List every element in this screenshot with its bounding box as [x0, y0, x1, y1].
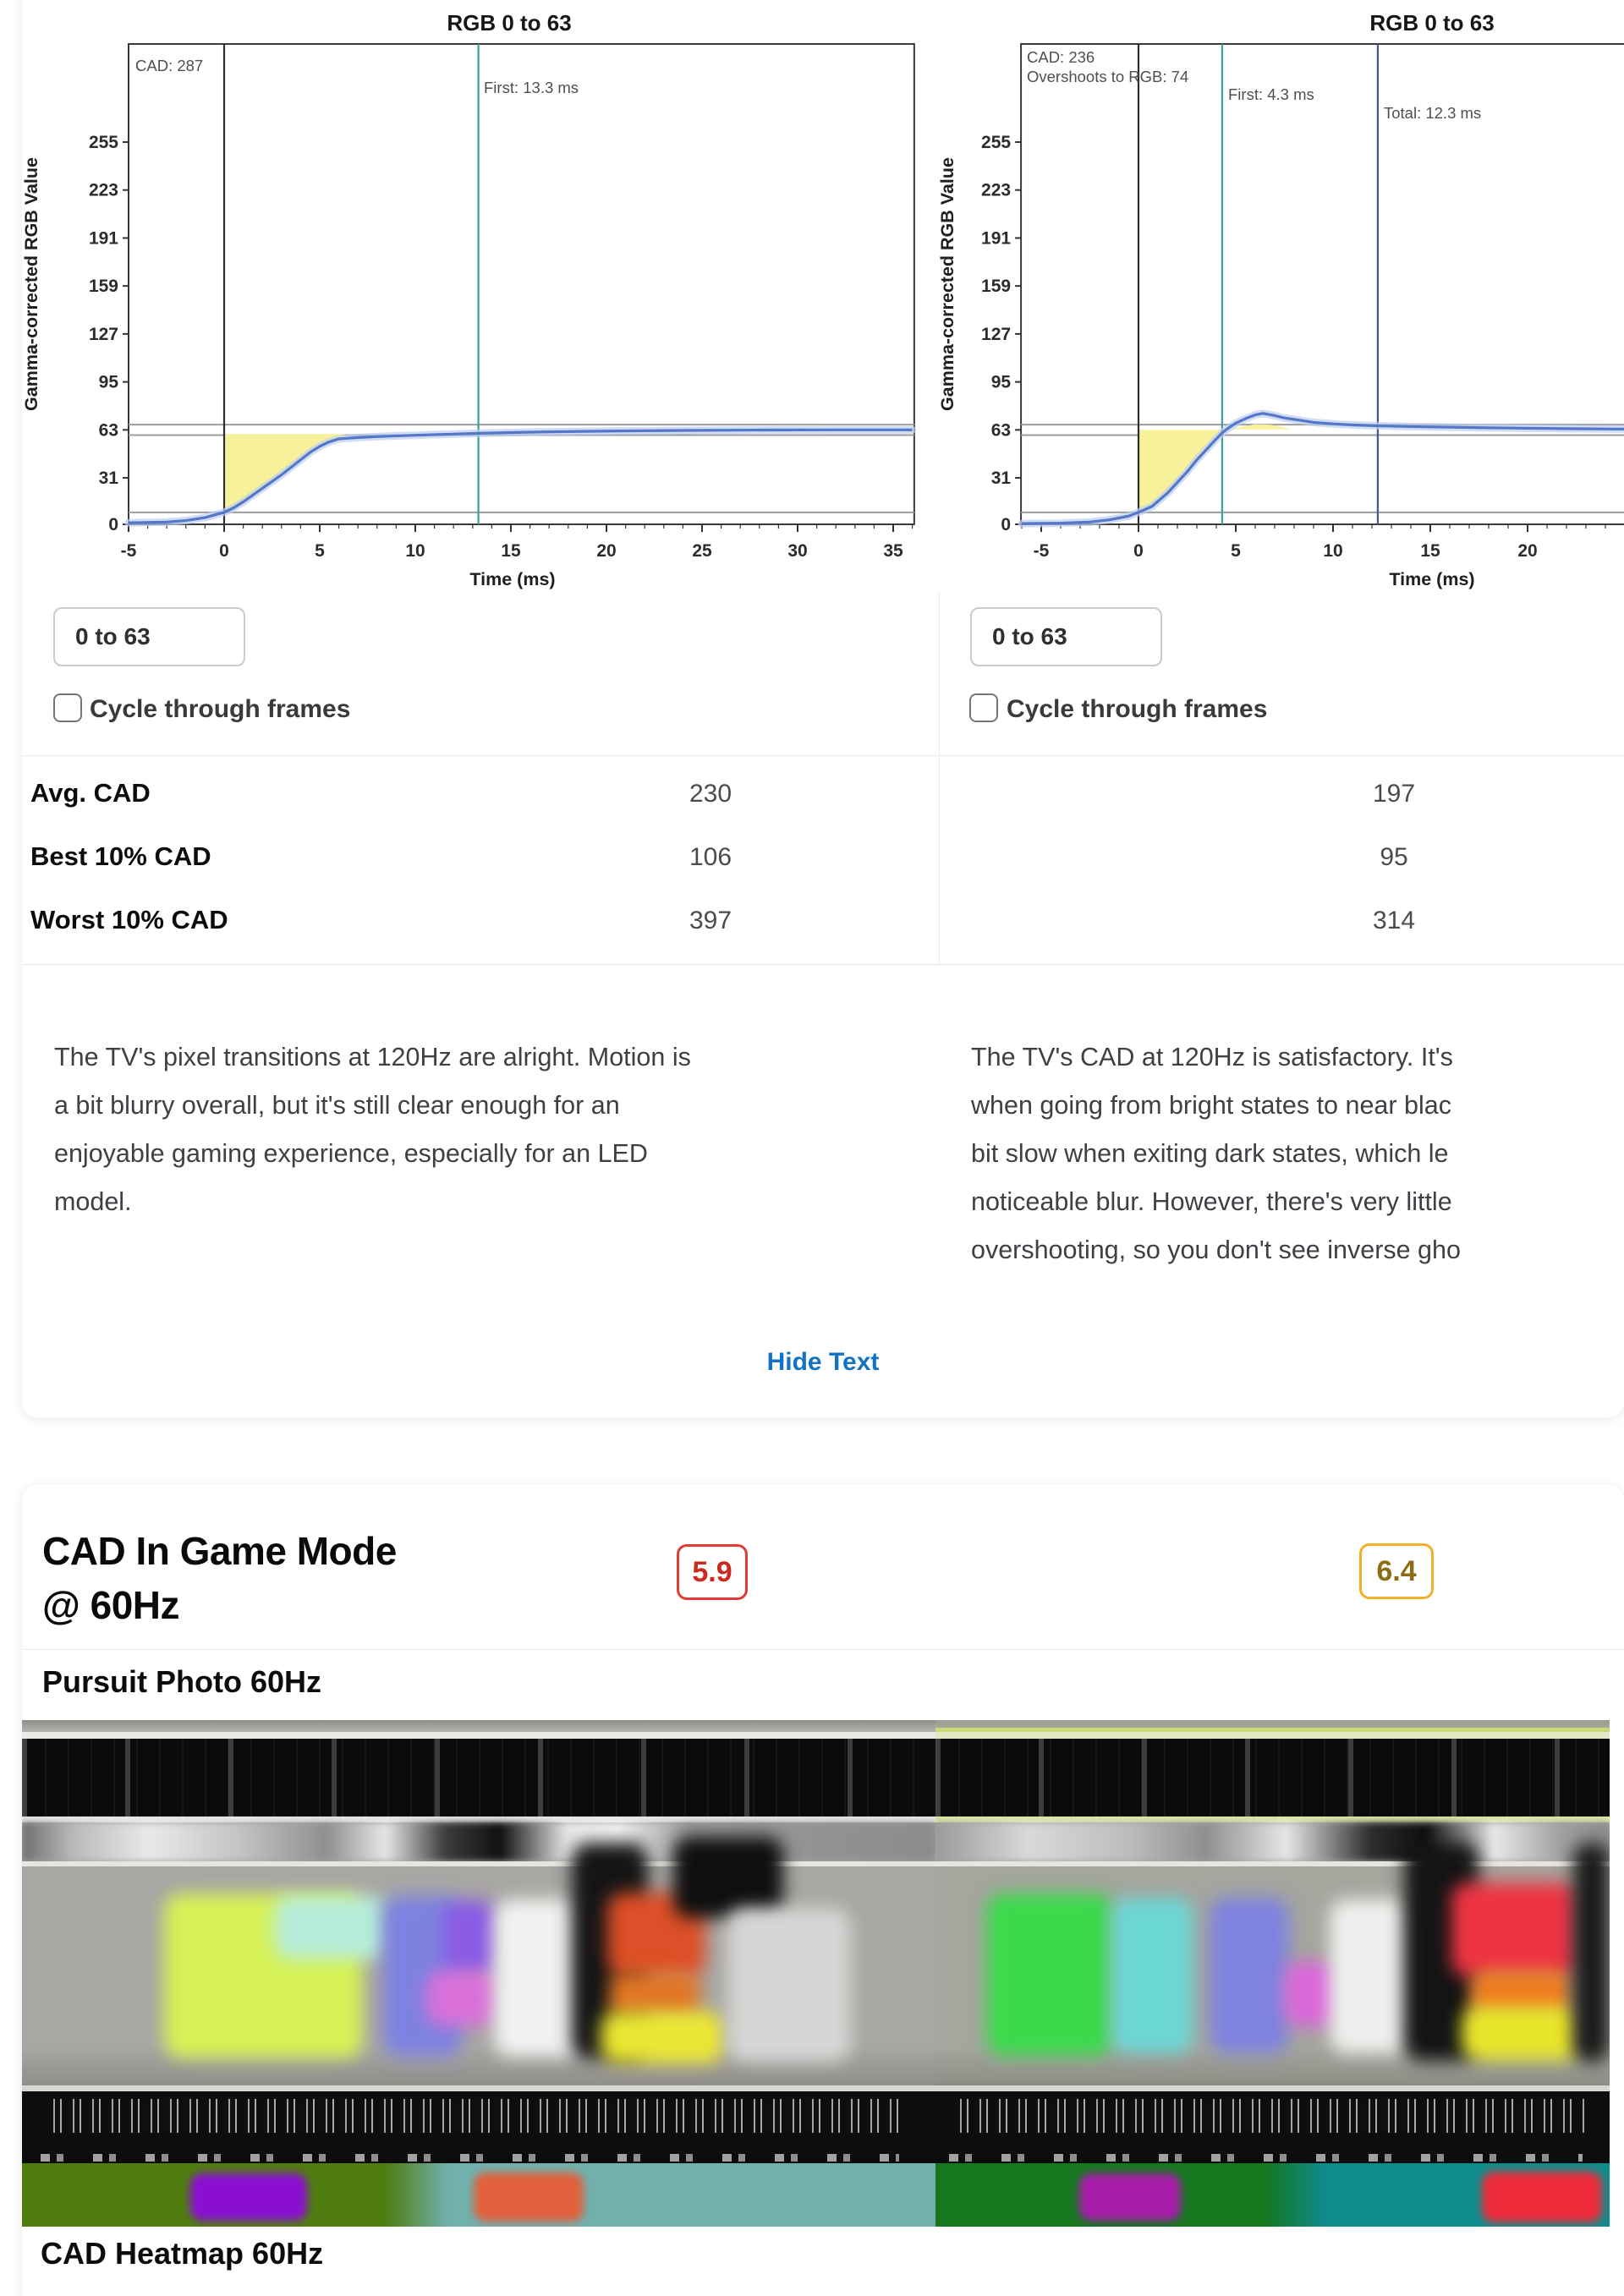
svg-text:10: 10 — [405, 541, 425, 561]
photo-color-band — [935, 2163, 1610, 2227]
purple-marker — [190, 2173, 307, 2221]
svg-text:RGB 0 to 63: RGB 0 to 63 — [1369, 10, 1495, 36]
svg-text:63: 63 — [990, 420, 1012, 441]
svg-text:255: 255 — [88, 132, 118, 152]
svg-text:191: 191 — [88, 228, 118, 249]
rgb-range-select-left[interactable]: 0 to 63 — [53, 607, 245, 666]
pursuit-photo-right — [935, 1720, 1610, 2227]
svg-text:159: 159 — [88, 277, 118, 297]
svg-text:First: 13.3 ms: First: 13.3 ms — [484, 79, 579, 96]
svg-text:CAD: 287: CAD: 287 — [135, 57, 204, 74]
cycle-frames-label-right[interactable]: Cycle through frames — [1007, 695, 1268, 723]
film-strip — [22, 1739, 935, 1817]
svg-text:Overshoots to RGB: 74: Overshoots to RGB: 74 — [1027, 68, 1189, 85]
pursuit-photo-left — [22, 1720, 935, 2227]
response-time-charts — [0, 0, 1624, 592]
svg-text:0: 0 — [1133, 541, 1144, 561]
rgb-range-select-right[interactable]: 0 to 63 — [970, 607, 1162, 666]
svg-text:35: 35 — [883, 541, 903, 561]
svg-text:20: 20 — [596, 541, 617, 561]
blur-blocks-band — [22, 1822, 935, 1861]
svg-text:31: 31 — [98, 469, 118, 489]
svg-text:CAD: 236: CAD: 236 — [1027, 48, 1095, 66]
svg-text:First: 4.3 ms: First: 4.3 ms — [1228, 85, 1314, 103]
svg-text:15: 15 — [1420, 541, 1440, 561]
cad-heatmap-heading: CAD Heatmap 60Hz — [41, 2236, 324, 2271]
svg-text:Time (ms): Time (ms) — [1389, 569, 1475, 589]
svg-text:20: 20 — [1517, 541, 1538, 561]
svg-text:191: 191 — [981, 228, 1012, 249]
svg-text:0: 0 — [219, 541, 229, 561]
hide-text-link[interactable]: Hide Text — [766, 1348, 880, 1376]
svg-text:0: 0 — [1001, 515, 1012, 534]
divider — [22, 1649, 1624, 1650]
column-divider — [939, 592, 940, 964]
svg-text:30: 30 — [787, 541, 808, 561]
svg-text:5: 5 — [1231, 541, 1241, 561]
svg-text:Gamma-corrected RGB Value: Gamma-corrected RGB Value — [21, 157, 41, 411]
svg-text:63: 63 — [98, 420, 118, 441]
svg-text:-5: -5 — [120, 541, 137, 561]
svg-text:31: 31 — [990, 469, 1012, 489]
svg-text:255: 255 — [981, 132, 1012, 152]
svg-text:223: 223 — [88, 180, 118, 200]
cycle-frames-label-left[interactable]: Cycle through frames — [90, 695, 351, 723]
film-frame-numbers — [22, 2152, 935, 2163]
divider — [22, 964, 1624, 965]
section-title: CAD In Game Mode @ 60Hz — [42, 1529, 397, 1627]
film-barcode-strip — [935, 2091, 1610, 2152]
svg-text:-5: -5 — [1033, 541, 1050, 561]
svg-text:0: 0 — [108, 515, 118, 534]
svg-text:159: 159 — [981, 277, 1012, 297]
review-text-right: The TV's CAD at 120Hz is satisfactory. It's when going from bright states to near blac bit slow when exiting dark states, which le noticeable blur. However, there's very little overshooting, so you don't see inverse gho — [971, 1043, 1461, 1264]
cycle-frames-checkbox-left[interactable] — [53, 693, 82, 722]
svg-text:15: 15 — [501, 541, 521, 561]
svg-text:10: 10 — [1323, 541, 1343, 561]
svg-text:Time (ms): Time (ms) — [469, 569, 556, 589]
svg-text:25: 25 — [692, 541, 712, 561]
red-marker — [1482, 2172, 1602, 2222]
pursuit-photo-heading: Pursuit Photo 60Hz — [42, 1664, 322, 1699]
svg-text:5: 5 — [315, 541, 325, 561]
score-badge-left: 5.9 — [677, 1544, 748, 1600]
svg-text:127: 127 — [981, 324, 1012, 344]
magenta-marker — [1079, 2173, 1181, 2221]
photo-top-band — [22, 1720, 935, 1732]
cycle-frames-checkbox-right[interactable] — [969, 693, 998, 722]
film-barcode-strip — [22, 2091, 935, 2152]
blur-blocks-band — [935, 1822, 1610, 1861]
svg-text:127: 127 — [88, 324, 118, 344]
svg-text:RGB 0 to 63: RGB 0 to 63 — [447, 10, 572, 36]
score-badge-right: 6.4 — [1359, 1543, 1434, 1599]
divider — [22, 755, 1624, 756]
svg-text:95: 95 — [98, 372, 118, 392]
orange-marker — [474, 2173, 584, 2222]
svg-text:Gamma-corrected RGB Value: Gamma-corrected RGB Value — [937, 157, 957, 411]
review-text-left: The TV's pixel transitions at 120Hz are alright. Motion is a bit blurry overall, but it's still clear enough for an enjoyable gaming experience, especially for an LED model. — [54, 1043, 691, 1216]
film-strip — [935, 1739, 1610, 1817]
photo-color-band — [22, 2163, 935, 2227]
film-frame-numbers — [935, 2152, 1610, 2163]
svg-text:95: 95 — [990, 372, 1012, 392]
svg-text:223: 223 — [981, 180, 1012, 200]
svg-text:Total: 12.3 ms: Total: 12.3 ms — [1384, 104, 1482, 122]
